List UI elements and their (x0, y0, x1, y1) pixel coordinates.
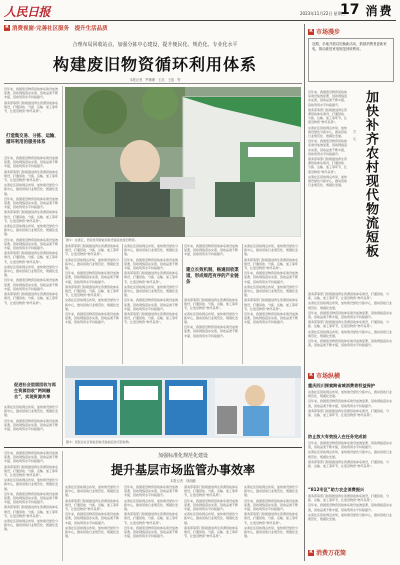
market-stroll-tag (308, 27, 340, 36)
left-column-text-mid: 近年来，我国废旧物资回收体系建设成效显著，回收网络逐步完善，回收品类不断丰富，回收利用水平持续提升。 商务部等部门积极推进再生资源回收体系建设，打通回收、分拣、运输、加工等环节，让废旧物资“物尽其用”。 完善社区回收网点布局，加快建设绿色分拣中心，推动回收行业规范化、规模化发展。 近年来，我国废旧物资回收体系建设成效显著，回收网络逐步完善，回收品类不断丰富，回收利用水平持续提升。 商务部等部门积极推进再生资源回收体系建设，打通回收、分拣、运输、加工等环节，让废旧物资“物尽其用”。 完善社区回收网点布局，加快建设绿色分拣中心，推动回收行业规范化、规模化发展。 近年来，我国废旧物资回收体系建设成效显著，回收网络逐步完善，回收品类不断丰富，回收利用水平持续提升。 商务部等部门积极推进再生资源回收体系建设，打通回收、分拣、运输、加工等环节，让废旧物资“物尽其用”。 完善社区回收网点布局，加快建设绿色分拣中心，推动回收行业规范化、规模化发展。 近年来，我国废旧物资回收体系建设成效显著，回收网络逐步完善，回收品类不断丰富，回收利用水平持续提升。 商务部等部门积极推进再生资源回收体系建设，打通回收、分拣、运输、加工等环节，让废旧物资“物尽其用”。 (4, 156, 59, 305)
middle-column-4: 完善社区回收网点布局，加快建设绿色分拣中心，推动回收行业规范化、规模化发展。 商务部等部门积极推进再生资源回收体系建设，打通回收、分拣、运输、加工等环节，让废旧物资“物尽其用”。 近年来，我国废旧物资回收体系建设成效显著，回收网络逐步完善，回收品类不断丰富，回收利用水平持续提升。 完善社区回收网点布局，加快建设绿色分拣中心，推动回收行业规范化、规模化发展。 商务部等部门积极推进再生资源回收体系建设，打通回收、分拣、运输、加工等环节，让废旧物资“物尽其用”。 近年来，我国废旧物资回收体系建设成效显著，回收网络逐步完善，回收品类不断丰富，回收利用水平持续提升。 (244, 244, 299, 325)
subhead-1: 打造集交易、分拣、运输、循环利用的服务体系 (6, 134, 59, 145)
subhead-2: 建立长效机制，畅通回收渠道，形成规范有序的产业链条 (186, 268, 239, 285)
lower-title-3: “812专区”助力农企消费振兴 (308, 487, 365, 492)
left-column-text-top: 近年来，我国废旧物资回收体系建设成效显著，回收网络逐步完善，回收品类不断丰富，回收利用水平持续提升。 商务部等部门积极推进再生资源回收体系建设，打通回收、分拣、运输、加工等环节，让废旧物资“物尽其用”。 (4, 87, 59, 114)
column-rule-2 (122, 244, 123, 364)
bottom-byline: 本报记者 林丽鹂 (170, 479, 196, 483)
right-body-2: 商务部等部门积极推进再生资源回收体系建设，打通回收、分拣、运输、加工等环节，让废旧物资“物尽其用”。 完善社区回收网点布局，加快建设绿色分拣中心，推动回收行业规范化、规模化发展。 近年来，我国废旧物资回收体系建设成效显著，回收网络逐步完善，回收品类不断丰富，回收利用水平持续提升。 商务部等部门积极推进再生资源回收体系建设，打通回收、分拣、运输、加工等环节，让废旧物资“物尽其用”。 完善社区回收网点布局，加快建设绿色分拣中心，推动回收行业规范化、规模化发展。 近年来，我国废旧物资回收体系建设成效显著，回收网络逐步完善，回收品类不断丰富，回收利用水平持续提升。 (308, 292, 393, 348)
left-column-text-bottom: 完善社区回收网点布局，加快建设绿色分拣中心，推动回收行业规范化、规模化发展。 近年来，我国废旧物资回收体系建设成效显著，回收网络逐步完善，回收品类不断丰富，回收利用水平持续提升。 (4, 405, 59, 432)
bottom-column-3: 商务部等部门积极推进再生资源回收体系建设，打通回收、分拣、运输、加工等环节，让废旧物资“物尽其用”。 近年来，我国废旧物资回收体系建设成效显著，回收网络逐步完善，回收品类不断丰富，回收利用水平持续提升。 完善社区回收网点布局，加快建设绿色分拣中心，推动回收行业规范化、规模化发展。 商务部等部门积极推进再生资源回收体系建设，打通回收、分拣、运输、加工等环节，让废旧物资“物尽其用”。 (184, 485, 239, 539)
market-vertical-icon: R (309, 372, 313, 378)
column-title: 消费视窗·完善社区服务 提升生活品质 (12, 26, 108, 32)
lower-title-2: 防止放大有效投入在任务完成前 (308, 434, 367, 439)
bottom-left-column: 近年来，我国废旧物资回收体系建设成效显著，回收网络逐步完善，回收品类不断丰富，回收利用水平持续提升。 商务部等部门积极推进再生资源回收体系建设，打通回收、分拣、运输、加工等环节，让废旧物资“物尽其用”。 完善社区回收网点布局，加快建设绿色分拣中心，推动回收行业规范化、规模化发展。 近年来，我国废旧物资回收体系建设成效显著，回收网络逐步完善，回收品类不断丰富，回收利用水平持续提升。 商务部等部门积极推进再生资源回收体系建设，打通回收、分拣、运输、加工等环节，让废旧物资“物尽其用”。 完善社区回收网点布局，加快建设绿色分拣中心，推动回收行业规范化、规模化发展。 (4, 451, 59, 532)
right-body-1: 近年来，我国废旧物资回收体系建设成效显著，回收网络逐步完善，回收品类不断丰富，回收利用水平持续提升。 商务部等部门积极推进再生资源回收体系建设，打通回收、分拣、运输、加工等环节，让废旧物资“物尽其用”。 完善社区回收网点布局，加快建设绿色分拣中心，推动回收行业规范化、规模化发展。 近年来，我国废旧物资回收体系建设成效显著，回收网络逐步完善，回收品类不断丰富，回收利用水平持续提升。 商务部等部门积极推进再生资源回收体系建设，打通回收、分拣、运输、加工等环节，让废旧物资“物尽其用”。 完善社区回收网点布局，加快建设绿色分拣中心，推动回收行业规范化、规模化发展。 (308, 90, 348, 188)
right-body-4: 近年来，我国废旧物资回收体系建设成效显著，回收网络逐步完善，回收品类不断丰富，回收利用水平持续提升。 完善社区回收网点布局，加快建设绿色分拣中心，推动回收行业规范化、规模化发展。 商务部等部门积极推进再生资源回收体系建设，打通回收、分拣、运输、加工等环节，让废旧物资“物尽其用”。 (308, 441, 393, 469)
main-byline: 本报记者 罗珊珊 王浩 王振 等 (129, 78, 181, 82)
middle-column-3: 近年来，我国废旧物资回收体系建设成效显著，回收网络逐步完善，回收品类不断丰富，回收利用水平持续提升。 (184, 244, 239, 257)
newspaper-logo: 人民日报 (4, 5, 51, 19)
bottom-headline: 提升基层市场监管办事效率 (110, 463, 255, 477)
photo-caption-1: 图①：在浙江，居民使用智能回收设备投放废旧物资。 (66, 238, 138, 242)
recycling-scene-image (65, 87, 301, 237)
headline-rule (4, 83, 302, 84)
bottom-kicker: 加强标准化规范化建设 (157, 453, 208, 459)
consumer-kaleidoscope-label: 消费万花筒 (316, 550, 347, 557)
subhead-3: 促进社会层面回收与再生资源回收“两网融合”，实现资源共享 (14, 382, 56, 399)
vertical-author: 方 元 (353, 130, 357, 141)
consumer-kaleidoscope-tag (308, 548, 346, 557)
smart-bins-image (65, 366, 301, 438)
main-photo-smart-bins (65, 366, 301, 438)
bottom-column-2: 近年来，我国废旧物资回收体系建设成效显著，回收网络逐步完善，回收品类不断丰富，回收利用水平持续提升。 完善社区回收网点布局，加快建设绿色分拣中心，推动回收行业规范化、规模化发展。 商务部等部门积极推进再生资源回收体系建设，打通回收、分拣、运输、加工等环节，让废旧物资“物尽其用”。 近年来，我国废旧物资回收体系建设成效显著，回收网络逐步完善，回收品类不断丰富，回收利用水平持续提升。 (124, 485, 179, 539)
column-tag-icon: R (5, 25, 9, 30)
right-body-5: 商务部等部门积极推进再生资源回收体系建设，打通回收、分拣、运输、加工等环节，让废旧物资“物尽其用”。 近年来，我国废旧物资回收体系建设成效显著，回收网络逐步完善，回收品类不断丰富，回收利用水平持续提升。 完善社区回收网点布局，加快建设绿色分拣中心，推动回收行业规范化、规模化发展。 (308, 494, 393, 522)
market-vertical-tag (308, 371, 340, 380)
promo-text: 近期，多地开展以旧换新活动，鼓励消费者更新家电，推动废旧家电规范回收利用。 (312, 42, 387, 51)
page-number: 17 (340, 2, 360, 18)
consumer-kaleidoscope-icon: R (309, 549, 313, 555)
bottom-column-4: 完善社区回收网点布局，加快建设绿色分拣中心，推动回收行业规范化、规模化发展。 近年来，我国废旧物资回收体系建设成效显著，回收网络逐步完善，回收品类不断丰富，回收利用水平持续提升。 商务部等部门积极推进再生资源回收体系建设，打通回收、分拣、运输、加工等环节，让废旧物资“物尽其用”。 完善社区回收网点布局，加快建设绿色分拣中心，推动回收行业规范化、规模化发展。 (244, 485, 299, 539)
page-section: 消费 (365, 3, 394, 18)
bottom-section-rule (4, 447, 302, 448)
right-sidebar-rule (304, 24, 305, 561)
middle-column-1: 商务部等部门积极推进再生资源回收体系建设，打通回收、分拣、运输、加工等环节，让废旧物资“物尽其用”。 完善社区回收网点布局，加快建设绿色分拣中心，推动回收行业规范化、规模化发展。 近年来，我国废旧物资回收体系建设成效显著，回收网络逐步完善，回收品类不断丰富，回收利用水平持续提升。 商务部等部门积极推进再生资源回收体系建设，打通回收、分拣、运输、加工等环节，让废旧物资“物尽其用”。 完善社区回收网点布局，加快建设绿色分拣中心，推动回收行业规范化、规模化发展。 近年来，我国废旧物资回收体系建设成效显著，回收网络逐步完善，回收品类不断丰富，回收利用水平持续提升。 (65, 244, 120, 325)
promo-box (308, 38, 394, 82)
right-body-3: 完善社区回收网点布局，加快建设绿色分拣中心，推动回收行业规范化、规模化发展。 近年来，我国废旧物资回收体系建设成效显著，回收网络逐步完善，回收品类不断丰富，回收利用水平持续提升。 商务部等部门积极推进再生资源回收体系建设，打通回收、分拣、运输、加工等环节，让废旧物资“物尽其用”。 (308, 390, 393, 418)
middle-column-2: 完善社区回收网点布局，加快建设绿色分拣中心，推动回收行业规范化、规模化发展。 近年来，我国废旧物资回收体系建设成效显著，回收网络逐步完善，回收品类不断丰富，回收利用水平持续提升。 商务部等部门积极推进再生资源回收体系建设，打通回收、分拣、运输、加工等环节，让废旧物资“物尽其用”。 完善社区回收网点布局，加快建设绿色分拣中心，推动回收行业规范化、规模化发展。 近年来，我国废旧物资回收体系建设成效显著，回收网络逐步完善，回收品类不断丰富，回收利用水平持续提升。 商务部等部门积极推进再生资源回收体系建设，打通回收、分拣、运输、加工等环节，让废旧物资“物尽其用”。 (124, 244, 179, 325)
column-rule-1 (62, 86, 63, 446)
market-stroll-label: 市场漫步 (316, 29, 341, 36)
middle-column-3b: 商务部等部门积极推进再生资源回收体系建设，打通回收、分拣、运输、加工等环节，让废旧物资“物尽其用”。 完善社区回收网点布局，加快建设绿色分拣中心，推动回收行业规范化、规模化发展。 近年来，我国废旧物资回收体系建设成效显著，回收网络逐步完善，回收品类不断丰富，回收利用水平持续提升。 (184, 298, 239, 338)
column-tag (4, 24, 108, 32)
column-rule-4 (242, 244, 243, 364)
column-rule-3 (182, 244, 183, 364)
market-vertical-label: 市场纵横 (316, 373, 341, 380)
column-rule-5 (62, 451, 63, 561)
main-headline: 构建废旧物资循环利用体系 (52, 55, 257, 74)
issue-date: 2023年11月22日 星期三 (300, 11, 346, 16)
lower-title-1: 重庆四川探索跨省域消费者权益保护 (308, 383, 376, 388)
photo-caption-2: 图②：居民在社区智能回收设备前投放可回收物。 (66, 440, 132, 444)
market-stroll-icon: R (309, 28, 313, 34)
page-number-badge (340, 2, 394, 18)
vertical-title: 加快补齐农村现代物流短板 (363, 90, 378, 258)
bottom-column-1: 完善社区回收网点布局，加快建设绿色分拣中心，推动回收行业规范化、规模化发展。 商务部等部门积极推进再生资源回收体系建设，打通回收、分拣、运输、加工等环节，让废旧物资“物尽其用”。 近年来，我国废旧物资回收体系建设成效显著，回收网络逐步完善，回收品类不断丰富，回收利用水平持续提升。 完善社区回收网点布局，加快建设绿色分拣中心，推动回收行业规范化、规模化发展。 (65, 485, 120, 539)
main-photo-recycling-machine (65, 87, 301, 237)
main-kicker: 合理布局回收站点，加强分拣中心建设，提升便民化、规范化、专业化水平 (72, 42, 238, 48)
masthead-rule (4, 20, 396, 21)
